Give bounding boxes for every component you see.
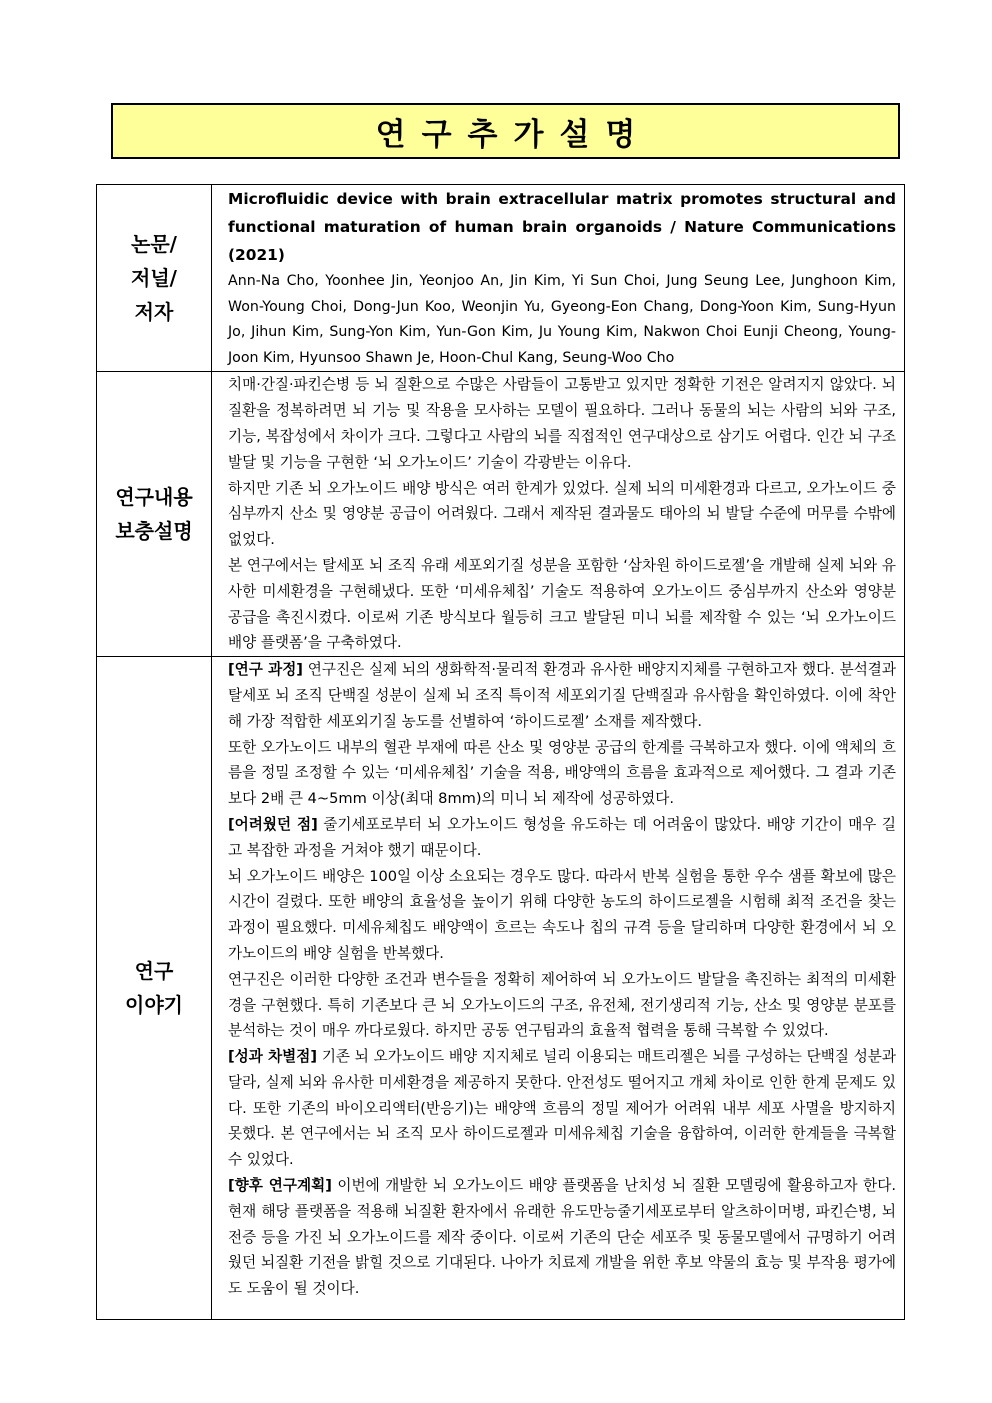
- paragraph: [228, 1044, 896, 1173]
- paper-row: [97, 185, 905, 372]
- supplement-row: [97, 372, 905, 657]
- label-line: 저널/: [131, 266, 177, 291]
- document-title-box: [111, 103, 900, 159]
- paragraph-text: 연구진은 이러한 다양한 조건과 변수들을 정확히 제어하여 뇌 오가노이드 발달을 촉진하는 최적의 미세환경을 구현했다. 특히 기존보다 큰 뇌 오가노이드의 구조, 유전체, 전기생리적 기능, 산소 및 영양분 분포를 분석하는 것이 매우 까다로웠다. 하지만 공동 연구팀과의 효율적 협력을 통해 극복할 수 있었다.: [228, 970, 896, 1040]
- label-line: 연구내용: [115, 485, 193, 510]
- paragraph: 하지만 기존 뇌 오가노이드 배양 방식은 여러 한계가 있었다. 실제 뇌의 미세환경과 다르고, 오가노이드 중심부까지 산소 및 영양분 공급이 어려웠다. 그래서 제작된 결과물도 태아의 뇌 발달 수준에 머무를 수밖에 없었다.: [228, 479, 896, 549]
- story-content-cell: [212, 657, 905, 1320]
- paragraph-text: 기존 뇌 오가노이드 배양 지지체로 널리 이용되는 매트리젤은 뇌를 구성하는 단백질 성분과 달라, 실제 뇌와 유사한 미세환경을 제공하지 못한다. 안전성도 떨어지고 개체 차이로 인한 한계 문제도 있다. 또한 기존의 바이오리액터(반응기)는 배양액 흐름의 정밀 제어가 어려워 내부 세포 사멸을 방지하지 못했다. 본 연구에서는 뇌 조직 모사 하이드로젤과 미세유체칩 기술을 융합하여, 이러한 한계들을 극복할 수 있었다.: [228, 1048, 896, 1169]
- paragraph: [228, 657, 896, 734]
- label-line: 이야기: [125, 993, 183, 1018]
- label-line: 저자: [134, 300, 174, 325]
- paragraph: 치매·간질·파킨슨병 등 뇌 질환으로 수많은 사람들이 고통받고 있지만 정확한 기전은 알려지지 않았다. 뇌질환을 정복하려면 뇌 기능 및 작용을 모사하는 모델이 필요하다. 그러나 동물의 뇌는 사람의 뇌와 구조, 기능, 복잡성에서 차이가 크다. 그렇다고 사람의 뇌를 직접적인 연구대상으로 삼기도 어렵다. 인간 뇌 구조 발달 및 기능을 구현한 ‘뇌 오가노이드’ 기술이 각광받는 이유다.: [228, 376, 896, 471]
- paragraph-text: 또한 오가노이드 내부의 혈관 부재에 따른 산소 및 영양분 공급의 한계를 극복하고자 했다. 이에 액체의 흐름을 정밀 조정할 수 있는 ‘미세유체칩’ 기술을 적용, 배양액의 흐름을 효과적으로 제어했다. 그 결과 기존보다 2배 큰 4~5mm 이상(최대 8mm)의 미니 뇌 제작에 성공하였다.: [228, 738, 896, 808]
- paragraph: [228, 967, 896, 1044]
- paragraph-text: 줄기세포로부터 뇌 오가노이드 형성을 유도하는 데 어려움이 많았다. 배양 기간이 매우 길고 복잡한 과정을 거쳐야 했기 때문이다.: [228, 815, 896, 859]
- paragraph: [228, 812, 896, 864]
- story-label-cell: [97, 657, 212, 1320]
- paper-label-cell: [97, 185, 212, 372]
- story-row: [97, 657, 905, 1320]
- section-tag: [성과 차별점]: [228, 1048, 318, 1066]
- paper-title: Microfluidic device with brain extracellular matrix promotes structural and functional maturation of human brain organoids / Nature Communications (2021): [228, 190, 896, 264]
- research-info-table: [96, 184, 905, 1320]
- paragraph: [228, 1173, 896, 1302]
- label-line: 논문/: [131, 232, 177, 257]
- supplement-content-cell: [212, 372, 905, 657]
- label-line: 보충설명: [115, 519, 193, 544]
- label-line: 연구: [134, 959, 174, 984]
- paper-content-cell: [212, 185, 905, 372]
- paragraph: [228, 864, 896, 967]
- paragraph: [228, 735, 896, 812]
- document-title: 연구추가설명: [375, 116, 652, 153]
- supplement-label-cell: [97, 372, 212, 657]
- section-tag: [연구 과정]: [228, 661, 303, 679]
- paragraph: 본 연구에서는 탈세포 뇌 조직 유래 세포외기질 성분을 포함한 ‘삼차원 하이드로젤’을 개발해 실제 뇌와 유사한 미세환경을 구현해냈다. 또한 ‘미세유체칩’ 기술도 적용하여 오가노이드 중심부까지 산소와 영양분 공급을 촉진시켰다. 이로써 기존 방식보다 월등히 크고 발달된 미니 뇌를 제작할 수 있는 ‘뇌 오가노이드 배양 플랫폼’을 구축하였다.: [228, 556, 896, 652]
- section-tag: [어려웠던 점]: [228, 815, 318, 833]
- paragraph-text: 뇌 오가노이드 배양은 100일 이상 소요되는 경우도 많다. 따라서 반복 실험을 통한 우수 샘플 확보에 많은 시간이 걸렸다. 또한 배양의 효율성을 높이기 위해 다양한 농도의 하이드로젤을 시험해 최적 조건을 찾는 과정이 필요했다. 미세유체칩도 배양액이 흐르는 속도나 칩의 규격 등을 달리하며 다양한 환경에서 뇌 오가노이드의 배양 실험을 반복했다.: [228, 867, 896, 962]
- section-tag: [향후 연구계획]: [228, 1177, 332, 1195]
- paragraph-text: 이번에 개발한 뇌 오가노이드 배양 플랫폼을 난치성 뇌 질환 모델링에 활용하고자 한다. 현재 해당 플랫폼을 적용해 뇌질환 환자에서 유래한 유도만능줄기세포로부터 알츠하이머병, 파킨슨병, 뇌전증 등을 가진 뇌 오가노이드를 제작 중이다. 이로써 기존의 단순 세포주 및 동물모델에서 규명하기 어려웠던 뇌질환 기전을 밝힐 것으로 기대된다. 나아가 치료제 개발을 위한 후보 약물의 효능 및 부작용 평가에도 도움이 될 것이다.: [228, 1177, 896, 1298]
- paper-authors: Ann-Na Cho, Yoonhee Jin, Yeonjoo An, Jin Kim, Yi Sun Choi, Jung Seung Lee, Junghoon Kim, Won-Young Choi, Dong-Jun Koo, Weonjin Yu, Gyeong-Eon Chang, Dong-Yoon Kim, Sung-Hyun Jo, Jihun Kim, Sung-Yon Kim, Yun-Gon Kim, Ju Young Kim, Nakwon Choi Eunji Cheong, Young-Joon Kim, Hyunsoo Shawn Je, Hoon-Chul Kang, Seung-Woo Cho: [228, 273, 896, 366]
- paragraph-text: 연구진은 실제 뇌의 생화학적·물리적 환경과 유사한 배양지지체를 구현하고자 했다. 분석결과 탈세포 뇌 조직 단백질 성분이 실제 뇌 조직 특이적 세포외기질 단백질과 유사함을 확인하였다. 이에 착안해 가장 적합한 세포외기질 농도를 선별하여 ‘하이드로젤’ 소재를 제작했다.: [228, 661, 896, 730]
